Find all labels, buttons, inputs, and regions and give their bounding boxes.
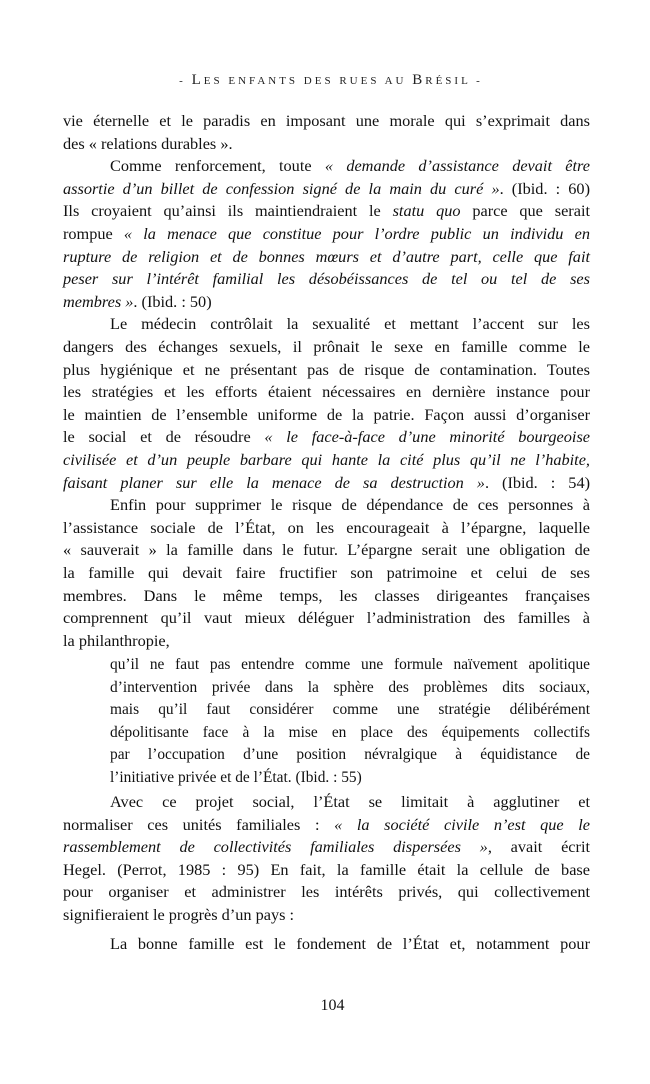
text-segment: Avec ce projet social, l’État se limitait à agglutiner et xyxy=(110,792,590,811)
italic-quote-text: rassemblement de collectivités familiales dispersées » xyxy=(63,837,488,857)
text-line xyxy=(63,382,590,402)
text-segment: La bonne famille est le fondement de l’État et, notamment pour xyxy=(110,933,590,953)
italic-quote-text: civilisée et d’un peuple barbare qui hante la cité plus qu’il ne l’habite, xyxy=(63,450,590,469)
text-line xyxy=(63,837,590,857)
text-line xyxy=(63,450,590,470)
text-segment: comprennent qu’il vaut mieux déléguer l’administration des familles à xyxy=(63,608,590,628)
text-line xyxy=(63,608,590,628)
italic-quote-text: « demande d’assistance devait être xyxy=(324,156,590,176)
text-segment: normaliser ces unités familiales : xyxy=(63,814,335,834)
text-line xyxy=(63,179,590,199)
text-segment: membres. Dans le même temps, les classes dirigeantes françaises xyxy=(63,585,590,605)
text-line xyxy=(63,631,590,651)
italic-quote-text: membres » xyxy=(63,291,134,311)
italic-quote-text: faisant planer sur elle la menace de sa destruction » xyxy=(63,472,485,492)
text-segment: dépolitisante face à la mise en place des équipements collectifs xyxy=(110,723,590,741)
quote-line xyxy=(110,723,590,743)
header-title: ES ENFANTS DES RUES AU xyxy=(203,75,413,87)
text-segment: . (Ibid. : 60) xyxy=(499,178,590,198)
text-segment: le maintien de l’ensemble uniforme de la patrie. Façon aussi d’organiser xyxy=(63,404,590,424)
quote-line xyxy=(110,768,590,788)
quote-line xyxy=(110,655,590,675)
text-segment: des « relations durables ». xyxy=(63,133,233,153)
italic-quote-text: rupture de religion et de bonnes mœurs et d’autre part, celle que fait xyxy=(63,246,590,266)
quote-line xyxy=(110,678,590,698)
header-title-end: RÉSIL xyxy=(425,75,471,87)
quote-line xyxy=(110,745,590,765)
text-line xyxy=(63,134,590,154)
text-line xyxy=(63,360,590,380)
text-line xyxy=(63,563,590,583)
text-line xyxy=(63,473,590,493)
text-segment: Hegel. (Perrot, 1985 : 95) En fait, la famille était la cellule de base xyxy=(63,859,590,879)
text-line xyxy=(63,586,590,606)
text-line xyxy=(63,224,590,244)
text-segment: Enfin pour supprimer le risque de dépendance de ces personnes à xyxy=(110,495,590,515)
text-line xyxy=(63,882,590,902)
text-line xyxy=(63,292,590,312)
text-segment: Ils croyaient qu’ainsi ils maintiendraient le xyxy=(63,201,393,221)
italic-quote-text: « le face-à-face d’une minorité bourgeoise xyxy=(264,427,591,447)
header-dash: - xyxy=(179,75,192,87)
text-segment: « sauverait » la famille dans le futur. L’épargne serait une obligation de xyxy=(63,540,590,560)
text-line xyxy=(63,201,590,221)
text-segment: pour organiser et administrer les intérêts privés, qui collectivement xyxy=(63,882,590,902)
text-line xyxy=(63,518,590,538)
text-line xyxy=(110,934,590,954)
text-line xyxy=(110,156,590,176)
text-segment: Comme renforcement, toute xyxy=(110,156,325,176)
text-segment: . (Ibid. : 50) xyxy=(133,291,212,311)
italic-quote-text: « la société civile n’est que le xyxy=(334,814,590,834)
text-segment: dangers des échanges sexuels, il prônait le sexe en famille comme le xyxy=(63,337,590,356)
text-segment: l’assistance sociale de l’État, on les encourageait à l’épargne, laquelle xyxy=(63,517,590,537)
text-segment: mais qu’il faut considérer comme une stratégie délibérément xyxy=(110,701,590,719)
text-line xyxy=(63,111,590,131)
text-segment: vie éternelle et le paradis en imposant une morale qui s’exprimait dans xyxy=(63,111,590,130)
header-initial: L xyxy=(191,72,204,88)
quote-line xyxy=(110,700,590,720)
text-line xyxy=(63,905,590,925)
text-segment: le social et de résoudre xyxy=(63,427,265,447)
text-segment: l’initiative privée et de l’État. (Ibid. : 55) xyxy=(110,768,362,786)
text-segment: plus hygiénique et ne présentant pas de risque de contamination. Toutes xyxy=(63,359,590,379)
text-line xyxy=(63,815,590,835)
text-segment: . (Ibid. : 54) xyxy=(484,472,591,492)
header-initial-b: B xyxy=(412,72,426,88)
text-segment: signifieraient le progrès d’un pays : xyxy=(63,905,295,924)
italic-quote-text: peser sur l’intérêt familial les désobéissances de tel ou tel de ses xyxy=(63,269,590,289)
text-segment: parce que serait xyxy=(460,201,590,221)
text-segment: les stratégies et les efforts étaient nécessaires en dernière instance pour xyxy=(63,382,590,402)
italic-quote-text: « la menace que constitue pour l’ordre public un individu en xyxy=(123,224,590,243)
text-segment: la famille qui devait faire fructifier son patrimoine et celui de ses xyxy=(63,563,590,582)
text-segment: Le médecin contrôlait la sexualité et mettant l’accent sur les xyxy=(110,314,590,334)
text-line xyxy=(63,540,590,560)
text-line xyxy=(63,269,590,289)
text-segment: d’intervention privée dans la sphère des problèmes dits sociaux, xyxy=(110,678,590,696)
running-header xyxy=(12,72,650,89)
italic-quote-text: statu quo xyxy=(392,201,461,221)
text-line xyxy=(63,247,590,267)
text-segment: , avait écrit xyxy=(487,837,590,857)
text-line xyxy=(63,337,590,357)
text-line xyxy=(63,405,590,425)
page-number: 104 xyxy=(320,997,345,1014)
header-dash: - xyxy=(470,75,483,87)
text-line xyxy=(110,314,590,334)
text-line xyxy=(63,860,590,880)
text-segment: par l’occupation d’une position névralgique à équidistance de xyxy=(110,746,590,764)
text-segment: la philanthropie, xyxy=(63,630,170,650)
text-line xyxy=(110,495,590,515)
italic-quote-text: assortie d’un billet de confession signé de la main du curé » xyxy=(63,178,500,198)
text-line xyxy=(110,792,590,812)
text-line xyxy=(63,427,590,447)
text-segment: qu’il ne faut pas entendre comme une formule naïvement apolitique xyxy=(110,655,590,673)
text-segment: rompue xyxy=(63,224,124,243)
